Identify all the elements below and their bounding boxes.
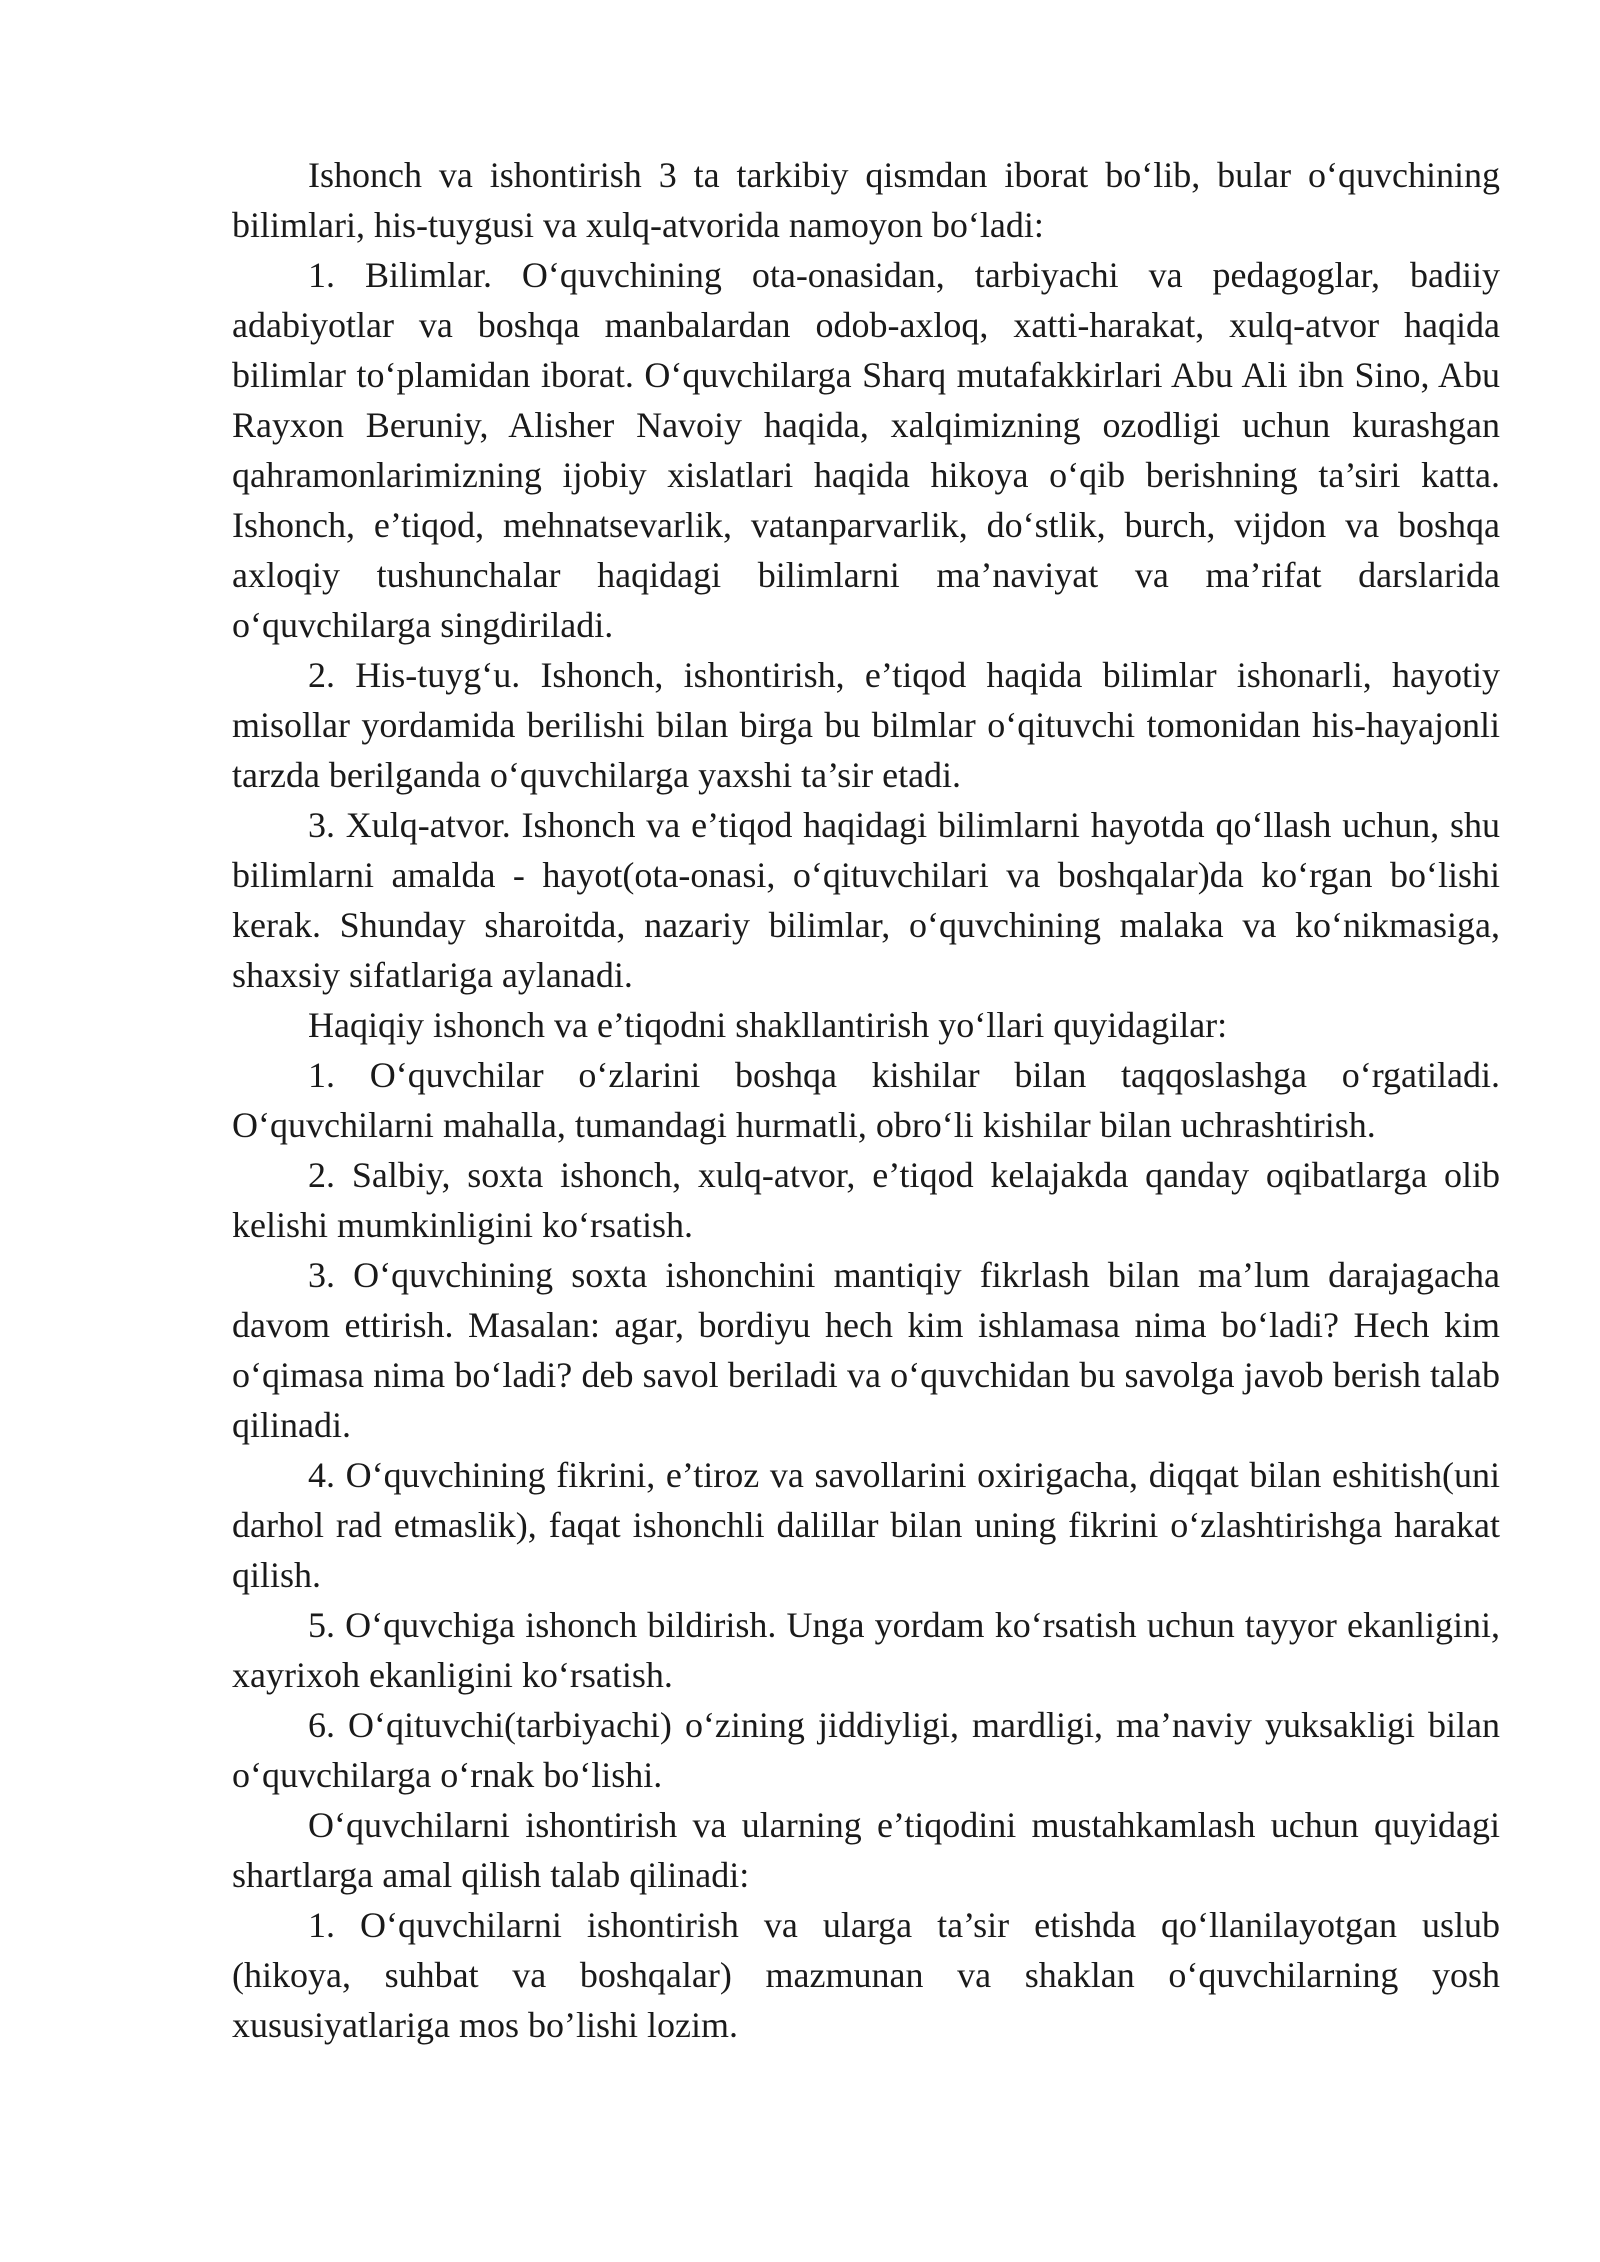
paragraph-his-tuygu: 2. His-tuyg‘u. Ishonch, ishontirish, e’tiqod haqida bilimlar ishonarli, hayotiy misollar yordamida berilishi bilan birga bu bilmlar o‘qituvchi tomonidan his-hayajonli tarzda berilganda o‘quvchilarga yaxshi ta’sir etadi. bbox=[232, 655, 1500, 795]
paragraph-yollar-heading: Haqiqiy ishonch va e’tiqodni shakllantirish yo‘llari quyidagilar: bbox=[308, 1005, 1228, 1045]
paragraph-yol-6: 6. O‘qituvchi(tarbiyachi) o‘zining jiddiyligi, mardligi, ma’naviy yuksakligi bilan o‘quvchilarga o‘rnak bo‘lishi. bbox=[232, 1705, 1500, 1795]
paragraph-shartlar-heading: O‘quvchilarni ishontirish va ularning e’tiqodini mustahkamlash uchun quyidagi shartlarga amal qilish talab qilinadi: bbox=[232, 1805, 1500, 1895]
paragraph-shart-1: 1. O‘quvchilarni ishontirish va ularga ta’sir etishda qo‘llanilayotgan uslub (hikoya, suhbat va boshqalar) mazmunan va shaklan o‘quvchilarning yosh xususiyatlariga mos bo’lishi lozim. bbox=[232, 1905, 1500, 2045]
paragraph-bilimlar: 1. Bilimlar. O‘quvchining ota-onasidan, tarbiyachi va pedagoglar, badiiy adabiyotlar va boshqa manbalardan odob-axloq, xatti-harakat, xulq-atvor haqida bilimlar to‘plamidan iborat. O‘quvchilarga Sharq mutafakkirlari Abu Ali ibn Sino, Abu Rayxon Beruniy, Alisher Navoiy haqida, xalqimizning ozodligi uchun kurashgan qahramonlarimizning ijobiy xislatlari haqida hikoya o‘qib berishning ta’siri katta. Ishonch, e’tiqod, mehnatsevarlik, vatanparvarlik, do‘stlik, burch, vijdon va boshqa axloqiy tushunchalar haqidagi bilimlarni ma’naviyat va ma’rifat darslarida o‘quvchilarga singdiriladi. bbox=[232, 255, 1500, 645]
paragraph-yol-4: 4. O‘quvchining fikrini, e’tiroz va savollarini oxirigacha, diqqat bilan eshitish(uni darhol rad etmaslik), faqat ishonchli dalillar bilan uning fikrini o‘zlashtirishga harakat qilish. bbox=[232, 1455, 1500, 1595]
document-page bbox=[232, 150, 1500, 2050]
paragraph-yol-3: 3. O‘quvchining soxta ishonchini mantiqiy fikrlash bilan ma’lum darajagacha davom ettirish. Masalan: agar, bordiyu hech kim ishlamasa nima bo‘ladi? Hech kim o‘qimasa nima bo‘ladi? deb savol beriladi va o‘quvchidan bu savolga javob berish talab qilinadi. bbox=[232, 1255, 1500, 1445]
paragraph-yol-1: 1. O‘quvchilar o‘zlarini boshqa kishilar bilan taqqoslashga o‘rgatiladi. O‘quvchilarni mahalla, tumandagi hurmatli, obro‘li kishilar bilan uchrashtirish. bbox=[232, 1055, 1500, 1145]
paragraph-yol-2: 2. Salbiy, soxta ishonch, xulq-atvor, e’tiqod kelajakda qanday oqibatlarga olib kelishi mumkinligini ko‘rsatish. bbox=[232, 1155, 1500, 1245]
paragraph-xulq-atvor: 3. Xulq-atvor. Ishonch va e’tiqod haqidagi bilimlarni hayotda qo‘llash uchun, shu bilimlarni amalda - hayot(ota-onasi, o‘qituvchilari va boshqalar)da ko‘rgan bo‘lishi kerak. Shunday sharoitda, nazariy bilimlar, o‘quvchining malaka va ko‘nikmasiga, shaxsiy sifatlariga aylanadi. bbox=[232, 805, 1500, 995]
paragraph-intro: Ishonch va ishontirish 3 ta tarkibiy qismdan iborat bo‘lib, bular o‘quvchining bilimlari, his-tuygusi va xulq-atvorida namoyon bo‘ladi: bbox=[232, 155, 1500, 245]
paragraph-yol-5: 5. O‘quvchiga ishonch bildirish. Unga yordam ko‘rsatish uchun tayyor ekanligini, xayrixoh ekanligini ko‘rsatish. bbox=[232, 1605, 1500, 1695]
